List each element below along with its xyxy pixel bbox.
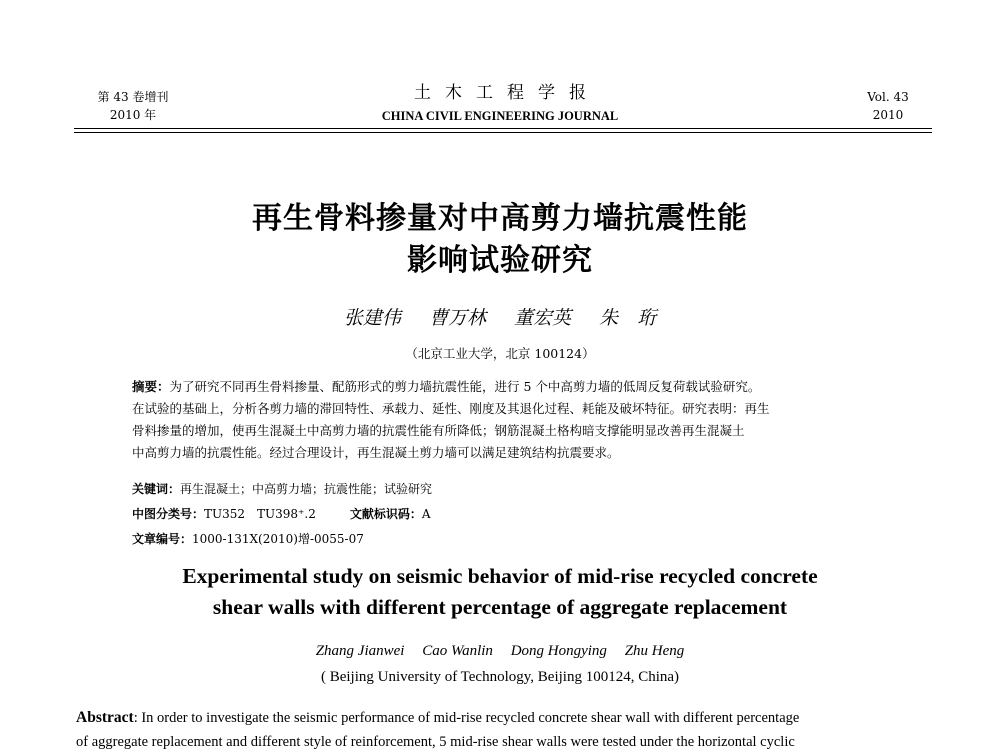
abstract-cn — [132, 376, 878, 464]
issue-info — [78, 88, 188, 124]
article-number-label: 文章编号： — [132, 532, 193, 546]
classification-value: TU352 TU398⁺.2 — [204, 507, 316, 521]
affiliation-cn: （北京工业大学，北京 100124） — [405, 346, 595, 361]
author-cn: 曹万林 — [428, 307, 486, 329]
abstract-en-line: of aggregate replacement and different style of reinforcement, 5 mid-rise shear walls were tested under the horizontal cyclic — [76, 734, 795, 750]
abstract-en-text: : In order to investigate the seismic performance of mid-rise recycled concrete shear wall with different percentage — [133, 710, 800, 726]
abstract-cn-text: 为了研究不同再生骨料掺量、配筋形式的剪力墙抗震性能，进行 5 个中高剪力墙的低周反复荷载试验研究。 — [169, 379, 761, 394]
issue-label: 第 43 卷增刊 — [97, 90, 169, 104]
abstract-cn-line: 中高剪力墙的抗震性能。经过合理设计，再生混凝土剪力墙可以满足建筑结构抗震要求。 — [132, 445, 620, 460]
volume-info — [848, 88, 928, 124]
journal-name-en: CHINA CIVIL ENGINEERING JOURNAL — [381, 109, 619, 123]
abstract-en — [76, 706, 936, 754]
paper-title-en — [100, 561, 900, 623]
paper-title-en-line1: Experimental study on seismic behavior of mid-rise recycled concrete — [182, 564, 818, 588]
classification-label: 中图分类号： — [132, 507, 205, 521]
doc-code-value: A — [421, 507, 431, 521]
author-cn: 朱 珩 — [599, 307, 657, 329]
affiliation-en: ( Beijing University of Technology, Beijing 100124, China) — [320, 669, 680, 685]
abstract-cn-label: 摘要： — [132, 379, 170, 394]
journal-name-cn: 土木工程学报 — [414, 83, 600, 103]
paper-title-en-line2: shear walls with different percentage of aggregate replacement — [212, 595, 788, 619]
header-rule-thin — [74, 132, 932, 133]
classification — [132, 505, 431, 523]
paper-title-cn — [100, 198, 900, 282]
journal-header — [300, 82, 700, 125]
article-number-value: 1000-131X(2010)增-0055-07 — [192, 532, 364, 546]
paper-title-cn-line1: 再生骨料掺量对中高剪力墙抗震性能 — [252, 201, 748, 236]
authors-en — [100, 640, 900, 662]
author-en: Zhu Heng — [624, 643, 685, 659]
keywords — [132, 480, 432, 498]
author-en: Dong Hongying — [510, 643, 607, 659]
paper-title-cn-line2: 影响试验研究 — [407, 243, 593, 278]
abstract-en-label: Abstract — [76, 709, 134, 726]
abstract-cn-line: 在试验的基础上，分析各剪力墙的滞回特性、承载力、延性、刚度及其退化过程、耗能及破坏特征。研究表明：再生 — [132, 401, 770, 416]
author-cn: 董宏英 — [514, 307, 572, 329]
header-rule-thick — [74, 128, 932, 129]
volume-label: Vol. 43 — [867, 90, 909, 104]
authors-cn — [100, 304, 900, 332]
abstract-cn-line — [132, 376, 878, 398]
author-en: Zhang Jianwei — [315, 643, 405, 659]
abstract-en-line — [76, 706, 936, 730]
abstract-cn-line: 骨料掺量的增加，使再生混凝土中高剪力墙的抗震性能有所降低；钢筋混凝土格构暗支撑能明显改善再生混凝土 — [132, 423, 745, 438]
doc-code-label: 文献标识码： — [349, 507, 422, 521]
issue-year: 2010 年 — [109, 108, 157, 122]
author-cn: 张建伟 — [343, 307, 401, 329]
author-en: Cao Wanlin — [422, 643, 493, 659]
keywords-label: 关键词： — [132, 482, 181, 496]
volume-year: 2010 — [872, 108, 904, 122]
article-number — [132, 530, 364, 548]
keywords-value: 再生混凝土；中高剪力墙；抗震性能；试验研究 — [180, 482, 433, 496]
